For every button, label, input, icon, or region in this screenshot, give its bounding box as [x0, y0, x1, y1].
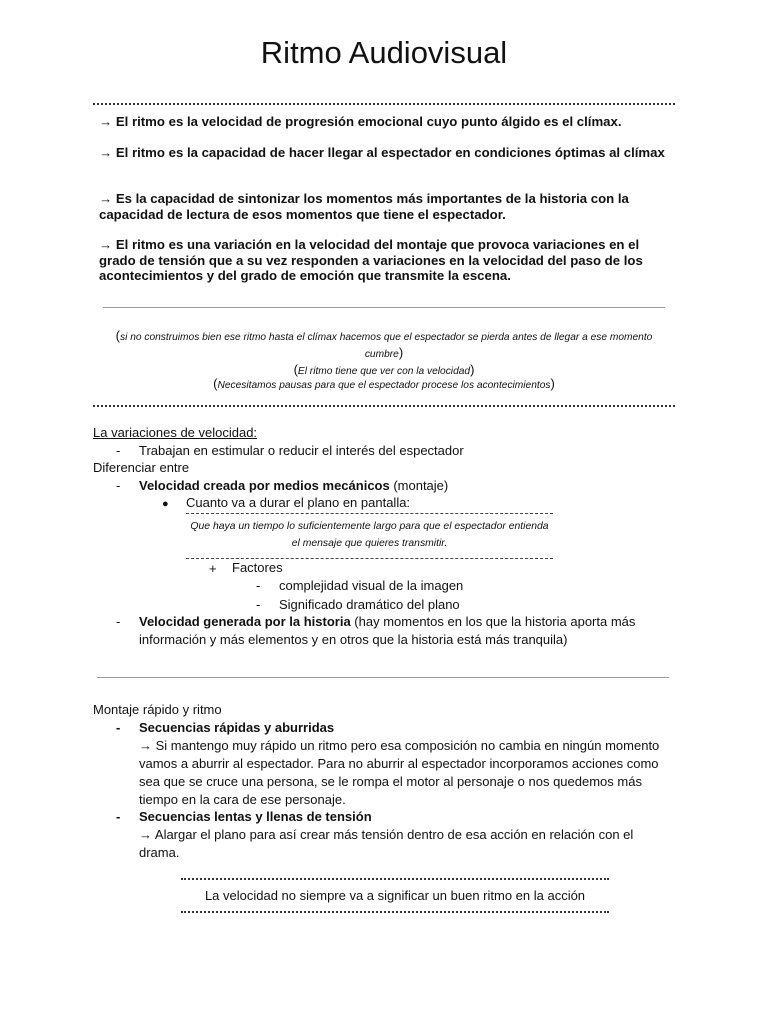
dotted-divider	[181, 878, 609, 880]
dotted-divider	[93, 405, 675, 407]
list-item-text: → Alargar el plano para así crear más tensión dentro de esa acción en relación con el drama.	[139, 827, 634, 860]
list-item: complejidad visual de la imagen	[279, 578, 464, 593]
note-3: (Necesitamos pausas para que el espectador procese los acontecimientos)	[213, 376, 555, 391]
horizontal-rule	[103, 307, 665, 308]
bullet-marker: -	[116, 443, 121, 458]
page-title: Ritmo Audiovisual	[260, 35, 508, 70]
list-item: Velocidad generada por la historia (hay momentos en los que la historia aporta más información y más elementos y en otros que la historia está más tranquila)	[139, 614, 636, 647]
dashed-divider	[186, 513, 553, 514]
conclusion-text: La velocidad no siempre va a significar un buen ritmo en la acción	[204, 888, 586, 903]
list-item: Velocidad creada por medios mecánicos (montaje)	[139, 478, 449, 493]
definition-2: → El ritmo es la capacidad de hacer llegar al espectador en condiciones óptimas al clímax	[99, 145, 665, 160]
note-2: (El ritmo tiene que ver con la velocidad)	[293, 362, 475, 377]
bullet-marker: -	[116, 720, 121, 735]
horizontal-rule	[97, 677, 669, 678]
note-1: (si no construimos bien ese ritmo hasta el clímax hacemos que el espectador se pierda antes de llegar a ese momento cumbre)	[115, 328, 653, 360]
dotted-divider	[93, 103, 675, 105]
bullet-marker: +	[209, 561, 217, 576]
bullet-marker: -	[256, 578, 261, 593]
bullet-marker: -	[116, 478, 121, 493]
bullet-marker: -	[256, 597, 261, 612]
quote-text: Que haya un tiempo lo suficientemente largo para que el espectador entienda el mensaje que quieres transmitir.	[190, 521, 549, 549]
definition-3: → Es la capacidad de sintonizar los momentos más importantes de la historia con la capacidad de lectura de esos momentos que tiene el espectador.	[99, 191, 629, 222]
list-item: Factores	[232, 560, 283, 575]
list-item: Trabajan en estimular o reducir el interés del espectador	[139, 443, 464, 458]
list-item-title: Secuencias rápidas y aburridas	[139, 720, 335, 735]
list-intro: Diferenciar entre	[93, 460, 190, 475]
section-heading-montaje: Montaje rápido y ritmo	[93, 702, 222, 717]
bullet-marker: ●	[162, 498, 169, 510]
definition-1: → El ritmo es la velocidad de progresión emocional cuyo punto álgido es el clímax.	[99, 114, 622, 129]
note-block	[100, 328, 668, 393]
list-item: Significado dramático del plano	[279, 597, 460, 612]
section-heading-variaciones: La variaciones de velocidad:	[93, 425, 258, 440]
bullet-marker: -	[116, 809, 121, 824]
definition-4: → El ritmo es una variación en la velocidad del montaje que provoca variaciones en el grado de tensión que a su vez responden a variaciones en la velocidad del paso de los acontecimientos y del grado de emoción que transmite la escena.	[99, 237, 643, 283]
list-item-title: Secuencias lentas y llenas de tensión	[139, 809, 372, 824]
dotted-divider	[181, 911, 609, 913]
bullet-marker: -	[116, 614, 121, 629]
list-item-text: → Si mantengo muy rápido un ritmo pero esa composición no cambia en ningún momento vamos a aburrir al espectador. Para no aburrir al espectador incorporamos acciones como sea que se cruce una persona, se le rompa el motor al personaje o nos quedemos más tiempo en la cara de ese personaje.	[139, 738, 660, 807]
list-item: Cuanto va a durar el plano en pantalla:	[186, 495, 411, 510]
